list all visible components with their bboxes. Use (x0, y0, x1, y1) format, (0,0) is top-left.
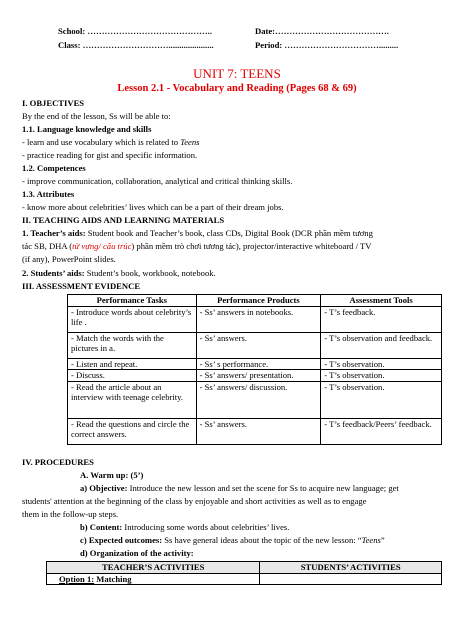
organization-heading: d) Organization of the activity: (80, 548, 194, 558)
table-cell: - T’s observation and feedback. (321, 332, 442, 358)
date-field: Date:…………………………………. (255, 26, 389, 36)
table-cell (260, 573, 442, 585)
table-cell: - Read the article about an interview with teenage celebrity. (68, 381, 197, 418)
objectives-heading: I. OBJECTIVES (22, 98, 85, 108)
table-cell: - Ss’ answers/ discussion. (196, 381, 321, 418)
table-cell: - Ss’ answers. (196, 332, 321, 358)
teacher-aids-line3: (if any), PowerPoint slides. (22, 254, 116, 264)
option-cell: Option 1: Matching (47, 573, 260, 585)
attributes-heading: 1.3. Attributes (22, 189, 75, 199)
table-row (68, 370, 442, 382)
warmup-heading: A. Warm up: (5’) (80, 470, 144, 480)
unit-title: UNIT 7: TEENS (193, 66, 281, 81)
competences-text: - improve communication, collaboration, analytical and critical thinking skills. (22, 176, 293, 186)
table-row (68, 418, 442, 444)
table-cell: - Introduce words about celebrity’s life . (68, 306, 197, 332)
activities-header-row (47, 562, 442, 574)
table-row (68, 358, 442, 370)
table-row (68, 332, 442, 358)
column-header: Assessment Tools (321, 295, 442, 307)
attributes-text: - know more about celebrities’ lives which can be a part of their dream jobs. (22, 202, 284, 212)
objectives-intro: By the end of the lesson, Ss will be able to: (22, 111, 171, 121)
table-row (68, 381, 442, 418)
table-cell: - Discuss. (68, 370, 197, 382)
table-cell: - Read the questions and circle the correct answers. (68, 418, 197, 444)
warmup-objective-line3: them in the follow-up steps. (22, 509, 119, 519)
activities-table (46, 561, 442, 585)
warmup-content: b) Content: Introducing some words about celebrities’ lives. (80, 522, 290, 532)
column-header: Performance Products (196, 295, 321, 307)
aids-heading: II. TEACHING AIDS AND LEARNING MATERIALS (22, 215, 225, 225)
teacher-aids-line2: tác SB, DHA (từ vựng/ cấu trúc) phần mềm trò chơi tương tác), projector/interactive whiteboard / TV (22, 241, 372, 251)
assessment-header-row (68, 295, 442, 307)
class-field: Class: …………………………..................... (58, 40, 214, 50)
table-cell: - Ss’ answers/ presentation. (196, 370, 321, 382)
teacher-activities-header: TEACHER’S ACTIVITIES (47, 562, 260, 574)
table-cell: - Ss’ answers in notebooks. (196, 306, 321, 332)
table-row (47, 573, 442, 585)
table-cell: - T’s observation. (321, 381, 442, 418)
table-cell: - T’s observation. (321, 370, 442, 382)
language-knowledge-heading: 1.1. Language knowledge and skills (22, 124, 152, 134)
students-activities-header: STUDENTS’ ACTIVITIES (260, 562, 442, 574)
assessment-table (67, 294, 442, 445)
objective-vocab: - learn and use vocabulary which is related to Teens (22, 137, 200, 147)
warmup-outcomes: c) Expected outcomes: Ss have general ideas about the topic of the new lesson: “Teens” (80, 535, 385, 545)
warmup-objective-line1: a) Objective: Introduce the new lesson and set the scene for Ss to acquire new language; get (80, 483, 399, 493)
table-row (68, 306, 442, 332)
objective-reading: - practice reading for gist and specific information. (22, 150, 198, 160)
teacher-aids-line1: 1. Teacher’s aids: Student book and Teacher’s book, class CDs, Digital Book (DCR phần mềm tương (22, 228, 373, 238)
column-header: Performance Tasks (68, 295, 197, 307)
period-field: Period: ……………………………......... (255, 40, 399, 50)
lesson-title: Lesson 2.1 - Vocabulary and Reading (Pages 68 & 69) (117, 83, 357, 94)
competences-heading: 1.2. Competences (22, 163, 86, 173)
table-cell: - T’s feedback. (321, 306, 442, 332)
warmup-objective-line2: students' attention at the beginning of the class by enjoyable and short activities as well as to engage (22, 496, 367, 506)
table-cell: - Ss’ answers. (196, 418, 321, 444)
table-cell: - Match the words with the pictures in a. (68, 332, 197, 358)
student-aids: 2. Students’ aids: Student’s book, workbook, notebook. (22, 268, 216, 278)
table-cell: - Listen and repeat. (68, 358, 197, 370)
school-field: School: …………………………………….. (58, 26, 212, 36)
table-cell: - T’s feedback/Peers’ feedback. (321, 418, 442, 444)
table-cell: - Ss’ s performance. (196, 358, 321, 370)
procedures-heading: IV. PROCEDURES (22, 457, 94, 467)
assessment-heading: III. ASSESSMENT EVIDENCE (22, 281, 141, 291)
table-cell: - T’s observation. (321, 358, 442, 370)
